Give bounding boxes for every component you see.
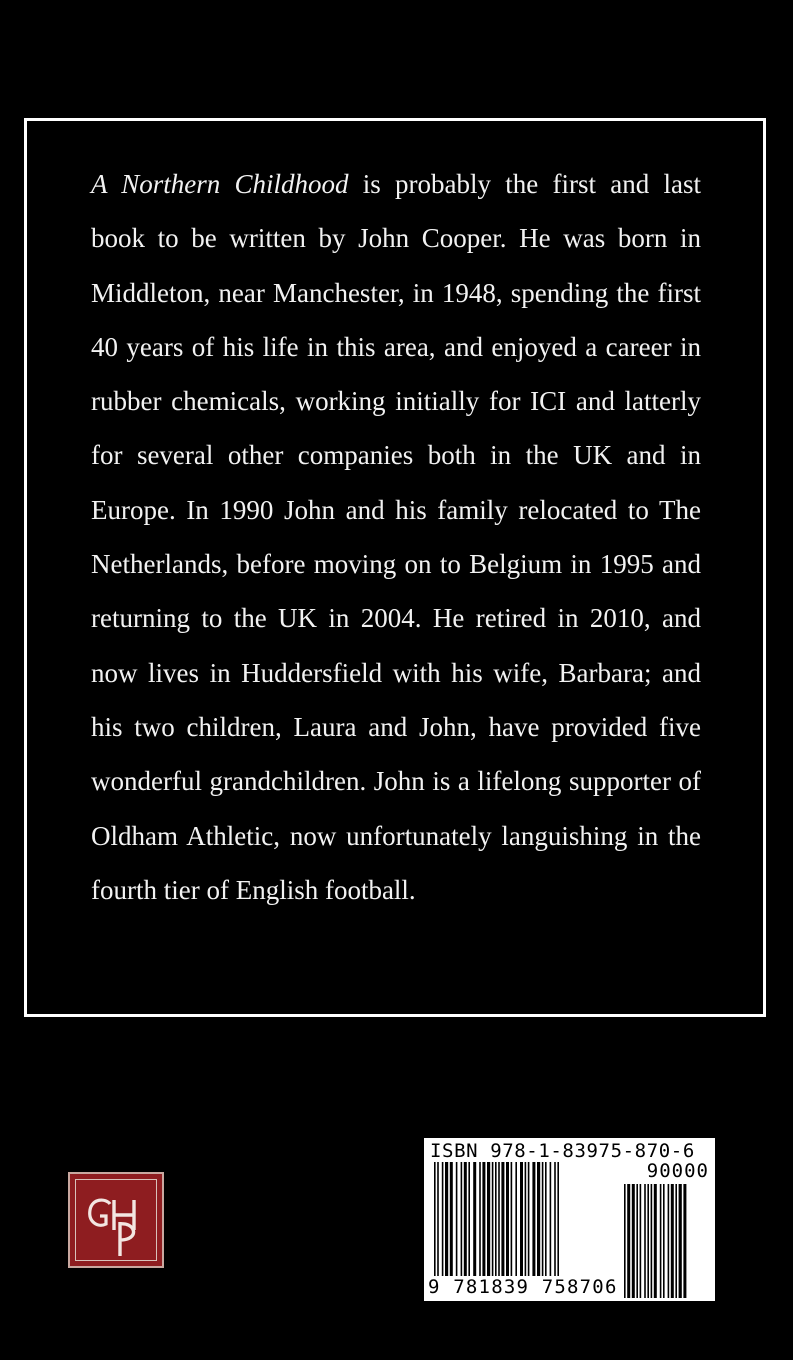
barcode-bar: [671, 1184, 674, 1298]
barcode-bar: [647, 1184, 649, 1298]
isbn-label: ISBN 978-1-83975-870-6: [430, 1140, 695, 1162]
barcode-bar: [627, 1184, 630, 1298]
publisher-logo: [68, 1172, 164, 1268]
barcode-bar: [525, 1162, 527, 1276]
barcode-bar: [675, 1184, 677, 1298]
barcode-bar: [679, 1184, 682, 1298]
barcode-bar: [501, 1162, 504, 1276]
barcode-bar: [461, 1162, 463, 1276]
blurb-text: [91, 157, 701, 917]
barcode-bar: [487, 1162, 490, 1276]
blurb-body: is probably the first and last book to be written by John Cooper. He was born in Middleton, near Manchester, in 1948, spending the first 40 years of his life in this area, and enjoyed a career in rubber chemicals, working initially for ICI and latterly for several other companies both in the UK and in Europe. In 1990 John and his family relocated to The Netherlands, before moving on to Belgium in 1995 and returning to the UK in 2004. He retired in 2010, and now lives in Huddersfield with his wife, Barbara; and his two children, Laura and John, have provided five wonderful grandchildren. John is a lifelong supporter of Oldham Athletic, now unfortunately languishing in the fourth tier of English football.: [91, 169, 701, 905]
barcode-bar: [482, 1162, 485, 1276]
barcode: [424, 1138, 715, 1301]
blurb-frame: [24, 118, 766, 1017]
barcode-bar: [456, 1162, 458, 1276]
barcode-bar: [668, 1184, 670, 1298]
barcode-bar: [492, 1162, 494, 1276]
barcode-bar: [557, 1162, 559, 1276]
barcode-bar: [654, 1184, 657, 1298]
barcode-bar: [437, 1162, 439, 1276]
barcode-bar: [515, 1162, 517, 1276]
barcode-bar: [511, 1162, 513, 1276]
barcode-bar: [624, 1184, 626, 1298]
barcode-bar: [683, 1184, 686, 1298]
barcode-bar: [550, 1162, 552, 1276]
barcode-bar: [545, 1162, 547, 1276]
barcode-bar: [445, 1162, 448, 1276]
barcode-bar: [537, 1162, 540, 1276]
barcode-bar: [644, 1184, 646, 1298]
barcode-bar: [506, 1162, 509, 1276]
barcode-bar: [464, 1162, 467, 1276]
book-title: A Northern Childhood: [91, 169, 349, 199]
barcode-bar: [660, 1184, 662, 1298]
barcode-bar: [636, 1184, 638, 1298]
barcode-bar: [479, 1162, 481, 1276]
barcode-bar: [554, 1162, 556, 1276]
barcode-bar: [632, 1184, 635, 1298]
barcode-bar: [495, 1162, 497, 1276]
barcode-bar: [473, 1162, 476, 1276]
barcode-bar: [542, 1162, 544, 1276]
barcode-bar: [468, 1162, 470, 1276]
barcode-bar: [434, 1162, 436, 1276]
barcode-bar: [450, 1162, 453, 1276]
barcode-bar: [532, 1162, 535, 1276]
price-code: 90000: [646, 1160, 709, 1182]
barcode-bar: [498, 1162, 500, 1276]
barcode-bar: [442, 1162, 444, 1276]
barcode-bar: [663, 1184, 665, 1298]
barcode-bar: [640, 1184, 642, 1298]
ean-digits: 9 781839 758706: [428, 1276, 618, 1298]
barcode-bar: [528, 1162, 530, 1276]
barcode-bar: [651, 1184, 653, 1298]
ghp-monogram-icon: [70, 1174, 166, 1270]
barcode-bar: [520, 1162, 523, 1276]
